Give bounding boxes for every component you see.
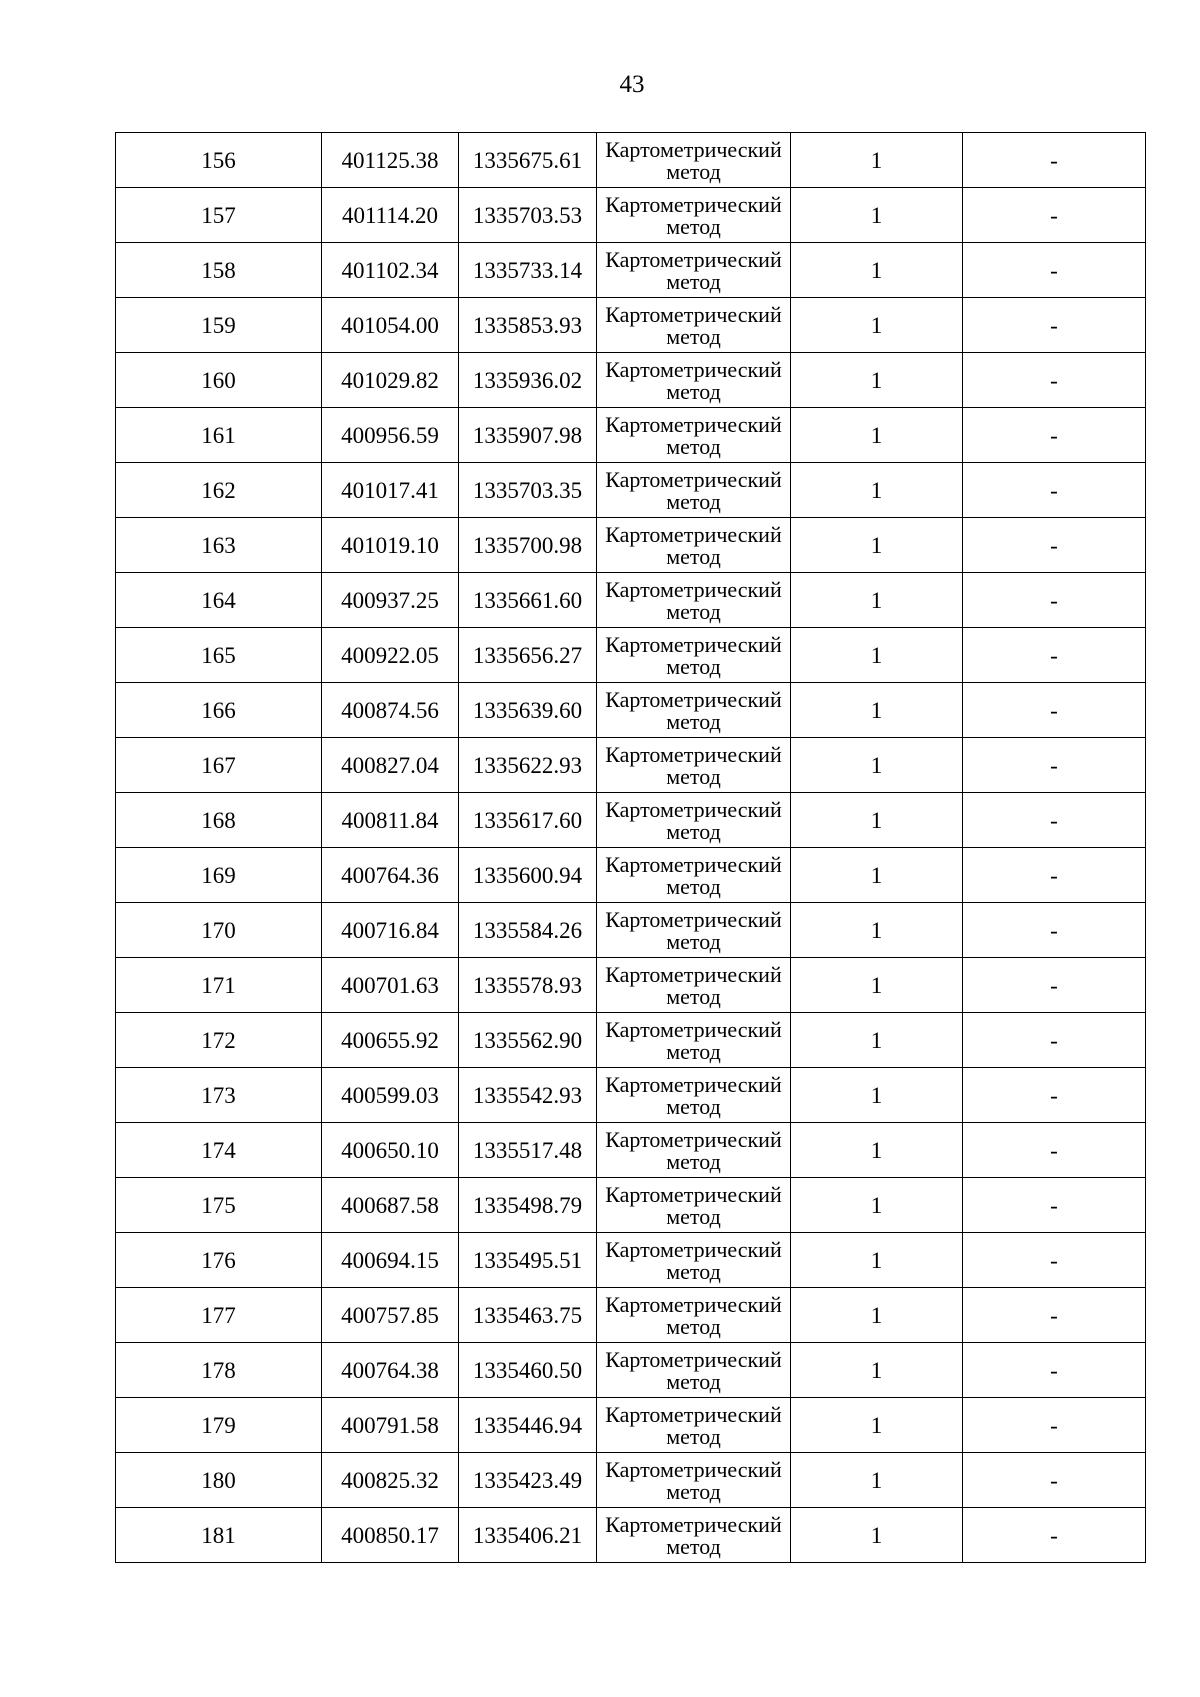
x-coordinate-cell: 400827.04: [322, 738, 459, 793]
method-line-2: метод: [666, 1148, 721, 1174]
accuracy-cell: 1: [791, 1013, 963, 1068]
note-cell: -: [963, 1123, 1146, 1178]
note-cell: -: [963, 848, 1146, 903]
method-cell: [597, 188, 791, 243]
method-cell: [597, 133, 791, 188]
point-number-cell: 160: [116, 353, 322, 408]
table-row: [116, 683, 1146, 738]
method-cell: [597, 793, 791, 848]
method-cell: [597, 243, 791, 298]
method-line-2: метод: [666, 1533, 721, 1559]
accuracy-cell: 1: [791, 133, 963, 188]
point-number-cell: 167: [116, 738, 322, 793]
table-row: [116, 1233, 1146, 1288]
x-coordinate-cell: 400694.15: [322, 1233, 459, 1288]
note-cell: -: [963, 463, 1146, 518]
table-row: [116, 298, 1146, 353]
y-coordinate-cell: 1335562.90: [459, 1013, 597, 1068]
point-number-cell: 177: [116, 1288, 322, 1343]
table-row: [116, 463, 1146, 518]
table-row: [116, 573, 1146, 628]
y-coordinate-cell: 1335733.14: [459, 243, 597, 298]
accuracy-cell: 1: [791, 1508, 963, 1563]
table-row: [116, 353, 1146, 408]
x-coordinate-cell: 401054.00: [322, 298, 459, 353]
accuracy-cell: 1: [791, 408, 963, 463]
method-cell: [597, 1013, 791, 1068]
note-cell: -: [963, 133, 1146, 188]
y-coordinate-cell: 1335703.53: [459, 188, 597, 243]
x-coordinate-cell: 400922.05: [322, 628, 459, 683]
accuracy-cell: 1: [791, 188, 963, 243]
method-line-2: метод: [666, 1258, 721, 1284]
note-cell: -: [963, 958, 1146, 1013]
method-cell: [597, 573, 791, 628]
y-coordinate-cell: 1335498.79: [459, 1178, 597, 1233]
point-number-cell: 170: [116, 903, 322, 958]
table-row: [116, 243, 1146, 298]
accuracy-cell: 1: [791, 958, 963, 1013]
method-line-2: метод: [666, 543, 721, 569]
point-number-cell: 181: [116, 1508, 322, 1563]
accuracy-cell: 1: [791, 573, 963, 628]
x-coordinate-cell: 400874.56: [322, 683, 459, 738]
note-cell: -: [963, 353, 1146, 408]
method-line-1: Картометрический: [605, 1511, 782, 1537]
method-line-1: Картометрический: [605, 1346, 782, 1372]
y-coordinate-cell: 1335617.60: [459, 793, 597, 848]
y-coordinate-cell: 1335463.75: [459, 1288, 597, 1343]
method-line-2: метод: [666, 873, 721, 899]
method-line-1: Картометрический: [605, 301, 782, 327]
y-coordinate-cell: 1335622.93: [459, 738, 597, 793]
note-cell: -: [963, 903, 1146, 958]
point-number-cell: 179: [116, 1398, 322, 1453]
y-coordinate-cell: 1335406.21: [459, 1508, 597, 1563]
coordinates-table: [115, 132, 1146, 1563]
method-cell: [597, 1343, 791, 1398]
method-line-2: метод: [666, 268, 721, 294]
y-coordinate-cell: 1335907.98: [459, 408, 597, 463]
point-number-cell: 173: [116, 1068, 322, 1123]
point-number-cell: 156: [116, 133, 322, 188]
y-coordinate-cell: 1335600.94: [459, 848, 597, 903]
method-line-1: Картометрический: [605, 466, 782, 492]
table-row: [116, 133, 1146, 188]
x-coordinate-cell: 400757.85: [322, 1288, 459, 1343]
accuracy-cell: 1: [791, 298, 963, 353]
note-cell: -: [963, 1013, 1146, 1068]
method-line-1: Картометрический: [605, 246, 782, 272]
point-number-cell: 175: [116, 1178, 322, 1233]
x-coordinate-cell: 400764.36: [322, 848, 459, 903]
y-coordinate-cell: 1335661.60: [459, 573, 597, 628]
note-cell: -: [963, 1233, 1146, 1288]
method-line-1: Картометрический: [605, 1016, 782, 1042]
method-line-1: Картометрический: [605, 906, 782, 932]
point-number-cell: 158: [116, 243, 322, 298]
method-line-1: Картометрический: [605, 191, 782, 217]
method-line-2: метод: [666, 1423, 721, 1449]
table-row: [116, 518, 1146, 573]
method-cell: [597, 683, 791, 738]
table-row: [116, 1288, 1146, 1343]
method-line-1: Картометрический: [605, 741, 782, 767]
y-coordinate-cell: 1335460.50: [459, 1343, 597, 1398]
note-cell: -: [963, 1288, 1146, 1343]
method-cell: [597, 738, 791, 793]
point-number-cell: 159: [116, 298, 322, 353]
note-cell: -: [963, 1508, 1146, 1563]
method-cell: [597, 518, 791, 573]
accuracy-cell: 1: [791, 1233, 963, 1288]
method-cell: [597, 958, 791, 1013]
table-row: [116, 1013, 1146, 1068]
accuracy-cell: 1: [791, 353, 963, 408]
table-row: [116, 188, 1146, 243]
method-line-1: Картометрический: [605, 576, 782, 602]
method-cell: [597, 628, 791, 683]
point-number-cell: 174: [116, 1123, 322, 1178]
x-coordinate-cell: 400937.25: [322, 573, 459, 628]
method-line-2: метод: [666, 378, 721, 404]
table-row: [116, 903, 1146, 958]
method-line-1: Картометрический: [605, 1126, 782, 1152]
accuracy-cell: 1: [791, 628, 963, 683]
accuracy-cell: 1: [791, 1068, 963, 1123]
x-coordinate-cell: 400791.58: [322, 1398, 459, 1453]
y-coordinate-cell: 1335656.27: [459, 628, 597, 683]
method-cell: [597, 1288, 791, 1343]
y-coordinate-cell: 1335703.35: [459, 463, 597, 518]
method-cell: [597, 1178, 791, 1233]
accuracy-cell: 1: [791, 463, 963, 518]
x-coordinate-cell: 400811.84: [322, 793, 459, 848]
x-coordinate-cell: 400956.59: [322, 408, 459, 463]
method-line-2: метод: [666, 433, 721, 459]
accuracy-cell: 1: [791, 1343, 963, 1398]
method-line-2: метод: [666, 1203, 721, 1229]
accuracy-cell: 1: [791, 793, 963, 848]
method-line-1: Картометрический: [605, 1071, 782, 1097]
point-number-cell: 180: [116, 1453, 322, 1508]
method-line-2: метод: [666, 598, 721, 624]
table-row: [116, 793, 1146, 848]
point-number-cell: 163: [116, 518, 322, 573]
note-cell: -: [963, 573, 1146, 628]
table-row: [116, 1068, 1146, 1123]
point-number-cell: 162: [116, 463, 322, 518]
method-line-1: Картометрический: [605, 796, 782, 822]
table-row: [116, 628, 1146, 683]
y-coordinate-cell: 1335446.94: [459, 1398, 597, 1453]
note-cell: -: [963, 1398, 1146, 1453]
x-coordinate-cell: 400764.38: [322, 1343, 459, 1398]
table-row: [116, 1123, 1146, 1178]
x-coordinate-cell: 401125.38: [322, 133, 459, 188]
point-number-cell: 172: [116, 1013, 322, 1068]
method-cell: [597, 1123, 791, 1178]
method-cell: [597, 1068, 791, 1123]
x-coordinate-cell: 400850.17: [322, 1508, 459, 1563]
accuracy-cell: 1: [791, 1288, 963, 1343]
x-coordinate-cell: 400701.63: [322, 958, 459, 1013]
method-line-2: метод: [666, 653, 721, 679]
table-row: [116, 1343, 1146, 1398]
y-coordinate-cell: 1335700.98: [459, 518, 597, 573]
note-cell: -: [963, 683, 1146, 738]
method-line-2: метод: [666, 1368, 721, 1394]
table-row: [116, 1178, 1146, 1233]
note-cell: -: [963, 1453, 1146, 1508]
point-number-cell: 161: [116, 408, 322, 463]
x-coordinate-cell: 401029.82: [322, 353, 459, 408]
point-number-cell: 164: [116, 573, 322, 628]
method-cell: [597, 848, 791, 903]
method-line-2: метод: [666, 928, 721, 954]
point-number-cell: 166: [116, 683, 322, 738]
method-line-1: Картометрический: [605, 521, 782, 547]
y-coordinate-cell: 1335584.26: [459, 903, 597, 958]
accuracy-cell: 1: [791, 1453, 963, 1508]
y-coordinate-cell: 1335675.61: [459, 133, 597, 188]
y-coordinate-cell: 1335542.93: [459, 1068, 597, 1123]
method-line-2: метод: [666, 1313, 721, 1339]
note-cell: -: [963, 738, 1146, 793]
note-cell: -: [963, 298, 1146, 353]
note-cell: -: [963, 1343, 1146, 1398]
note-cell: -: [963, 628, 1146, 683]
method-line-2: метод: [666, 818, 721, 844]
note-cell: -: [963, 1178, 1146, 1233]
accuracy-cell: 1: [791, 518, 963, 573]
accuracy-cell: 1: [791, 683, 963, 738]
accuracy-cell: 1: [791, 243, 963, 298]
y-coordinate-cell: 1335578.93: [459, 958, 597, 1013]
point-number-cell: 165: [116, 628, 322, 683]
x-coordinate-cell: 401017.41: [322, 463, 459, 518]
point-number-cell: 176: [116, 1233, 322, 1288]
note-cell: -: [963, 1068, 1146, 1123]
note-cell: -: [963, 188, 1146, 243]
x-coordinate-cell: 400825.32: [322, 1453, 459, 1508]
table-row: [116, 1453, 1146, 1508]
table-row: [116, 738, 1146, 793]
x-coordinate-cell: 401102.34: [322, 243, 459, 298]
method-line-2: метод: [666, 323, 721, 349]
table-row: [116, 1508, 1146, 1563]
accuracy-cell: 1: [791, 903, 963, 958]
note-cell: -: [963, 793, 1146, 848]
method-cell: [597, 1453, 791, 1508]
point-number-cell: 171: [116, 958, 322, 1013]
x-coordinate-cell: 400650.10: [322, 1123, 459, 1178]
method-cell: [597, 1508, 791, 1563]
method-cell: [597, 903, 791, 958]
x-coordinate-cell: 400716.84: [322, 903, 459, 958]
point-number-cell: 157: [116, 188, 322, 243]
x-coordinate-cell: 400687.58: [322, 1178, 459, 1233]
point-number-cell: 169: [116, 848, 322, 903]
method-cell: [597, 1233, 791, 1288]
point-number-cell: 168: [116, 793, 322, 848]
accuracy-cell: 1: [791, 848, 963, 903]
note-cell: -: [963, 243, 1146, 298]
method-line-1: Картометрический: [605, 1401, 782, 1427]
method-line-2: метод: [666, 763, 721, 789]
y-coordinate-cell: 1335495.51: [459, 1233, 597, 1288]
table-row: [116, 848, 1146, 903]
method-line-1: Картометрический: [605, 356, 782, 382]
method-line-1: Картометрический: [605, 961, 782, 987]
method-line-1: Картометрический: [605, 631, 782, 657]
method-line-2: метод: [666, 1038, 721, 1064]
note-cell: -: [963, 408, 1146, 463]
x-coordinate-cell: 401114.20: [322, 188, 459, 243]
method-line-2: метод: [666, 213, 721, 239]
method-cell: [597, 1398, 791, 1453]
y-coordinate-cell: 1335639.60: [459, 683, 597, 738]
method-line-1: Картометрический: [605, 1456, 782, 1482]
coordinates-table-body: [116, 133, 1146, 1563]
point-number-cell: 178: [116, 1343, 322, 1398]
page-number: 43: [619, 71, 645, 98]
x-coordinate-cell: 401019.10: [322, 518, 459, 573]
accuracy-cell: 1: [791, 738, 963, 793]
method-line-1: Картометрический: [605, 686, 782, 712]
x-coordinate-cell: 400655.92: [322, 1013, 459, 1068]
method-cell: [597, 353, 791, 408]
accuracy-cell: 1: [791, 1398, 963, 1453]
method-line-2: метод: [666, 708, 721, 734]
method-line-2: метод: [666, 488, 721, 514]
method-cell: [597, 408, 791, 463]
method-line-1: Картометрический: [605, 136, 782, 162]
method-line-1: Картометрический: [605, 1291, 782, 1317]
method-line-1: Картометрический: [605, 411, 782, 437]
y-coordinate-cell: 1335936.02: [459, 353, 597, 408]
x-coordinate-cell: 400599.03: [322, 1068, 459, 1123]
method-line-1: Картометрический: [605, 851, 782, 877]
note-cell: -: [963, 518, 1146, 573]
method-line-2: метод: [666, 158, 721, 184]
method-cell: [597, 463, 791, 518]
method-line-2: метод: [666, 1093, 721, 1119]
y-coordinate-cell: 1335423.49: [459, 1453, 597, 1508]
method-line-2: метод: [666, 1478, 721, 1504]
accuracy-cell: 1: [791, 1123, 963, 1178]
table-row: [116, 958, 1146, 1013]
method-cell: [597, 298, 791, 353]
method-line-1: Картометрический: [605, 1181, 782, 1207]
table-row: [116, 1398, 1146, 1453]
y-coordinate-cell: 1335853.93: [459, 298, 597, 353]
table-row: [116, 408, 1146, 463]
method-line-2: метод: [666, 983, 721, 1009]
y-coordinate-cell: 1335517.48: [459, 1123, 597, 1178]
accuracy-cell: 1: [791, 1178, 963, 1233]
method-line-1: Картометрический: [605, 1236, 782, 1262]
